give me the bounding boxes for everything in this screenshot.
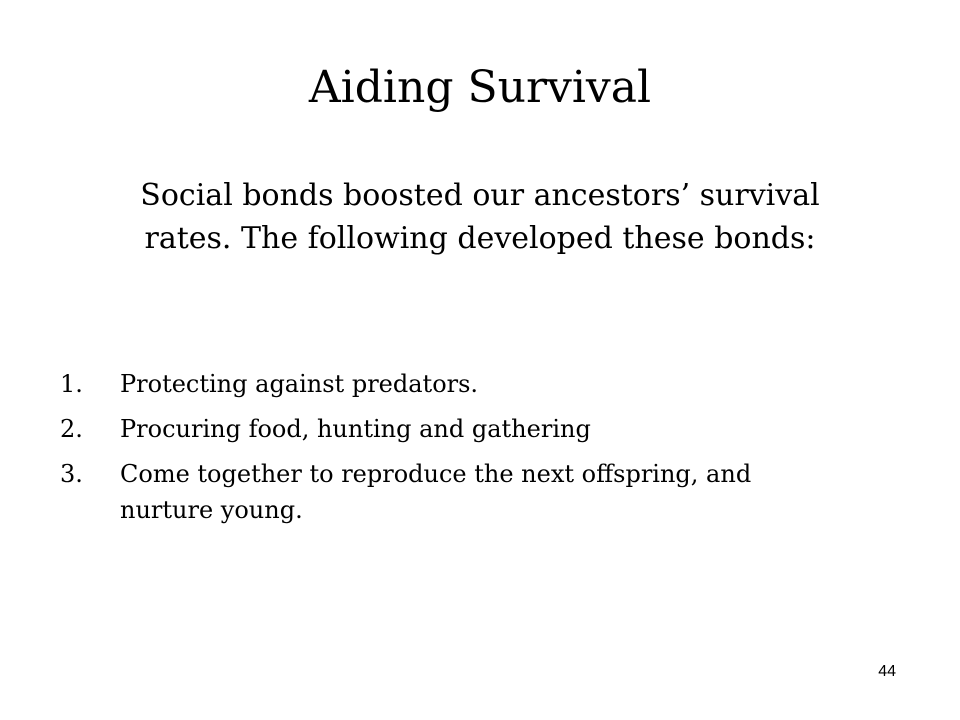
list-item-text: Protecting against predators. [120,370,479,398]
subtitle-line: rates. The following developed these bonds: [144,221,816,256]
numbered-list [60,366,880,537]
list-item-text: Come together to reproduce the next offspring, and nurture young. [120,460,752,524]
list-item-number: 1. [60,370,83,398]
list-item [60,411,880,447]
subtitle-line: Social bonds boosted our ancestors’ survival [140,178,820,213]
list-item-number: 3. [60,460,83,488]
list-item-text: Procuring food, hunting and gathering [120,415,591,443]
list-item-number: 2. [60,415,83,443]
page-number: 44 [878,663,896,680]
list-item [60,456,880,528]
slide-title: Aiding Survival [308,62,652,113]
slide-subtitle [80,174,880,260]
list-item [60,366,880,402]
